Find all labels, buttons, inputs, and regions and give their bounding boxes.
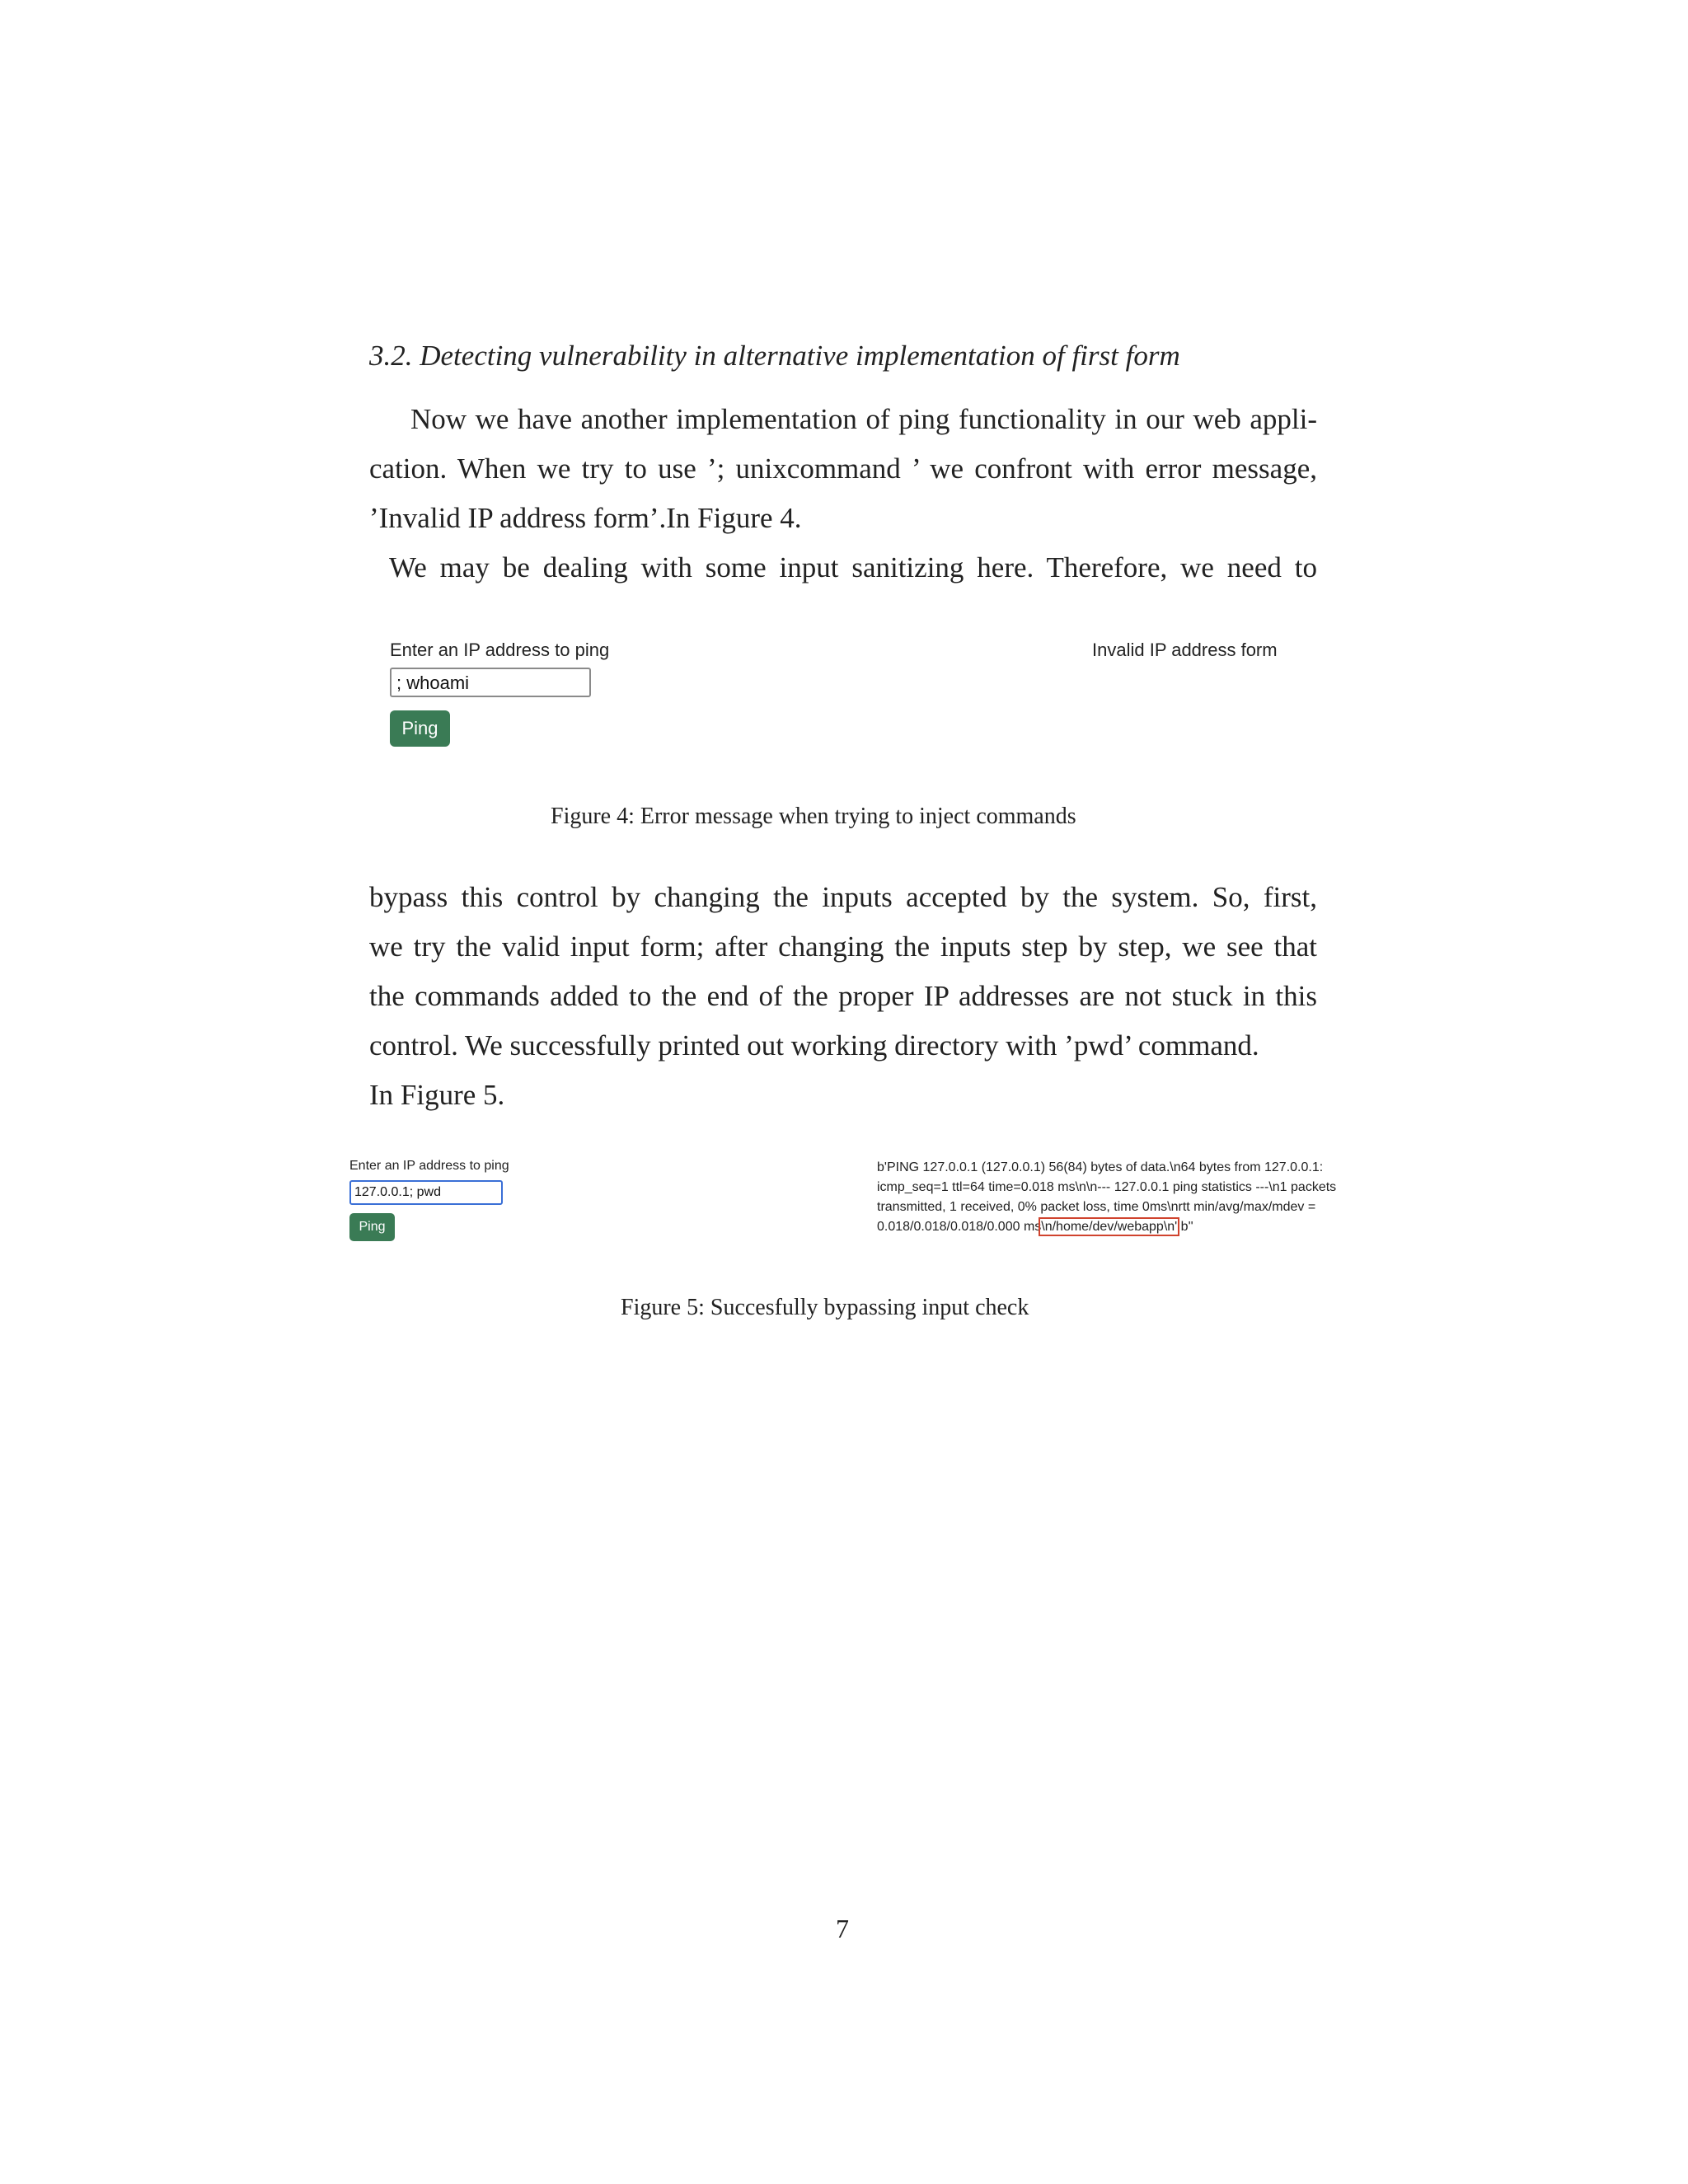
paragraph-line: We may be dealing with some input sanitizing here. Therefore, we need to <box>389 551 1317 583</box>
paragraph-line: we try the valid input form; after changing the inputs step by step, we see that <box>369 930 1317 963</box>
output-text: b'' <box>1177 1220 1193 1234</box>
paragraph-line: In Figure 5. <box>369 1079 505 1111</box>
ip-input[interactable]: 127.0.0.1; pwd <box>349 1180 503 1205</box>
page-number: 7 <box>836 1914 849 1943</box>
ip-prompt-label: Enter an IP address to ping <box>349 1159 509 1173</box>
ip-prompt-label: Enter an IP address to ping <box>390 640 610 660</box>
highlighted-pwd-output: \n/home/dev/webapp\n' <box>1041 1220 1178 1234</box>
paragraph-line: cation. When we try to use ’; unixcommand ’ we confront with error message, <box>369 452 1317 485</box>
figure-4 <box>387 635 1286 758</box>
ping-output <box>877 1158 1350 1237</box>
ping-button[interactable]: Ping <box>390 710 450 747</box>
paragraph-line: control. We successfully printed out working directory with ’pwd’ command. <box>369 1029 1259 1062</box>
ping-button[interactable]: Ping <box>349 1213 395 1241</box>
output-line: b'PING 127.0.0.1 (127.0.0.1) 56(84) bytes of data.\n64 bytes from 127.0.0.1: <box>877 1160 1324 1174</box>
output-line: icmp_seq=1 ttl=64 time=0.018 ms\n\n--- 127.0.0.1 ping statistics ---\n1 packets <box>877 1180 1337 1194</box>
figure-5-caption: Figure 5: Succesfully bypassing input check <box>621 1295 1029 1320</box>
paragraph-line: the commands added to the end of the proper IP addresses are not stuck in this <box>369 980 1317 1012</box>
output-line <box>877 1217 1350 1237</box>
figure-5 <box>349 1158 1350 1249</box>
output-line: transmitted, 1 received, 0% packet loss, time 0ms\nrtt min/avg/max/mdev = <box>877 1200 1316 1214</box>
paragraph-line: ’Invalid IP address form’.In Figure 4. <box>369 502 802 534</box>
paragraph-line: bypass this control by changing the inputs accepted by the system. So, first, <box>369 881 1317 913</box>
ip-input[interactable]: ; whoami <box>390 668 591 697</box>
section-heading: 3.2. Detecting vulnerability in alternative implementation of first form <box>369 340 1180 372</box>
paragraph-line: Now we have another implementation of ping functionality in our web appli- <box>410 403 1317 435</box>
error-message: Invalid IP address form <box>1092 640 1278 660</box>
figure-4-caption: Figure 4: Error message when trying to inject commands <box>551 804 1076 829</box>
output-text: 0.018/0.018/0.018/0.000 ms <box>877 1220 1042 1234</box>
